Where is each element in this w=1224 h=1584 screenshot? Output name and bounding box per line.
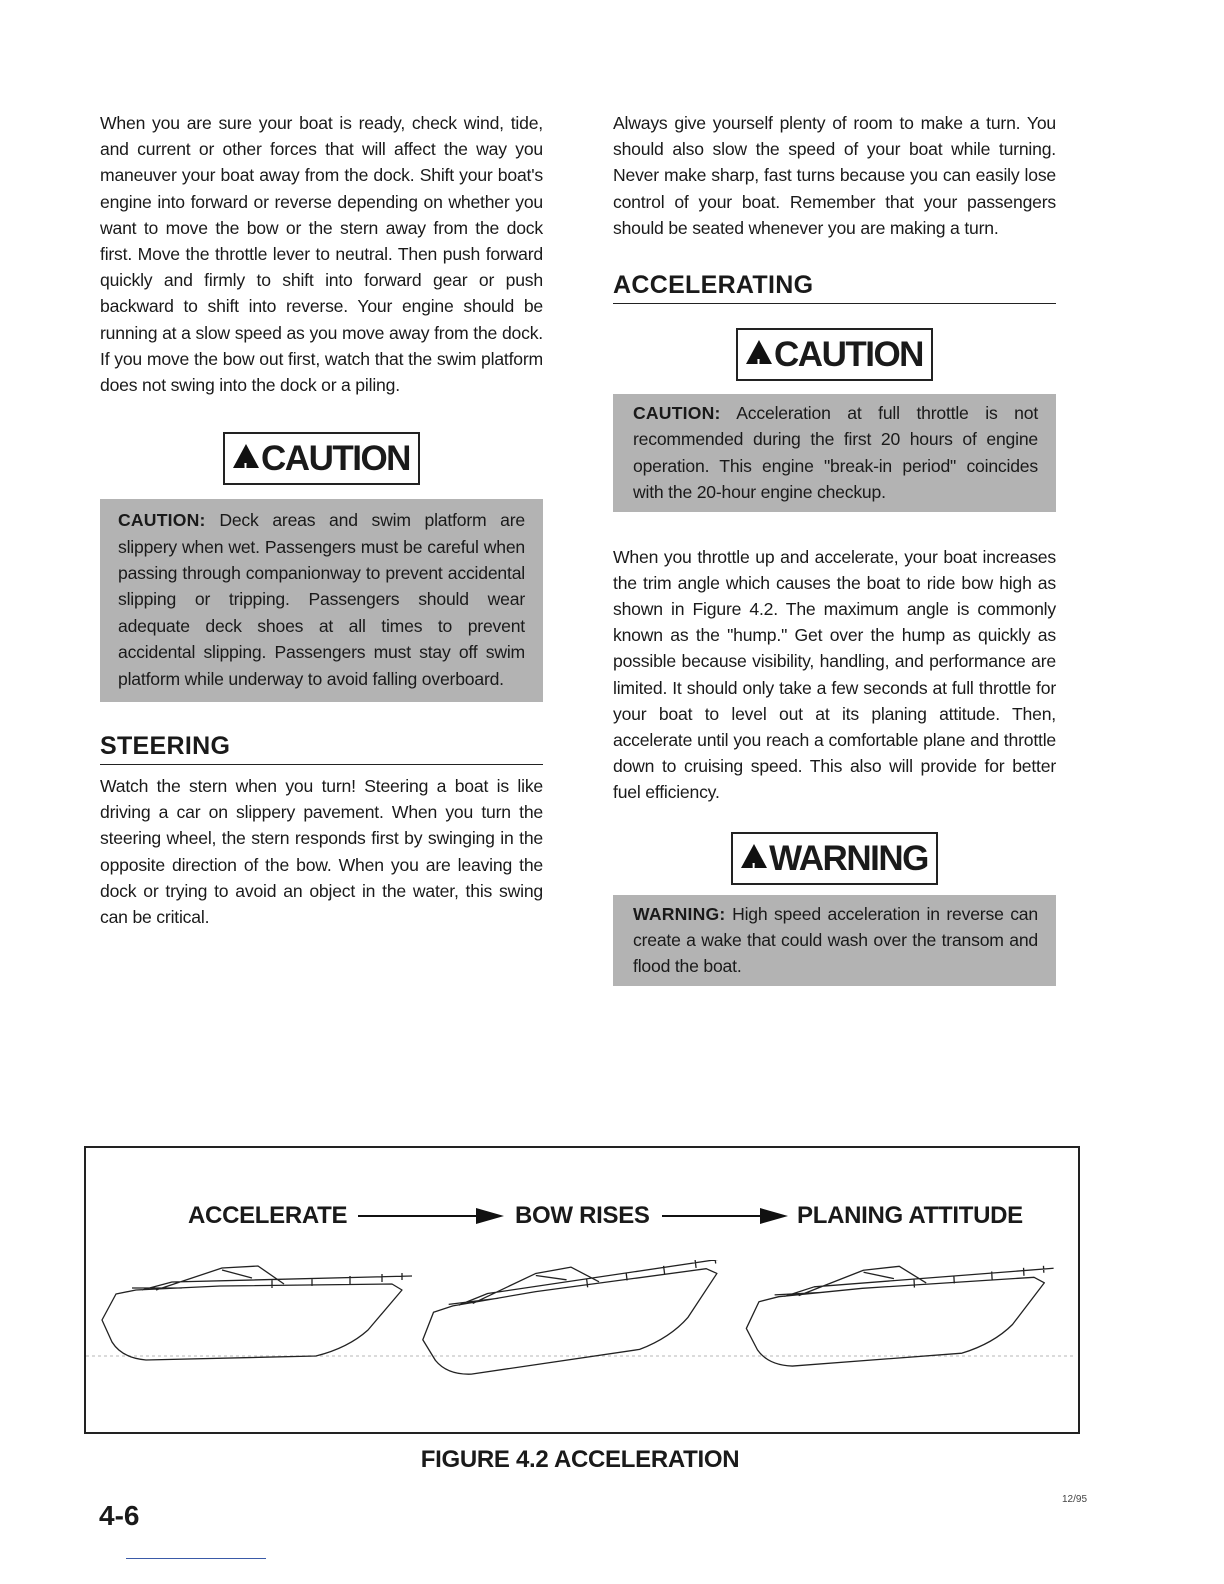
caution-sign (223, 432, 420, 485)
warning-sign-container (613, 832, 1056, 885)
arrow-right-icon (662, 1206, 788, 1226)
caution-box (613, 394, 1056, 512)
caution-box (100, 499, 543, 702)
warning-triangle-icon (746, 340, 772, 364)
warning-sign-label: WARNING (769, 838, 928, 878)
warning-triangle-icon (233, 444, 259, 468)
caution-text: Acceleration at full throttle is not recommended during the first 20 hours of engine operation. This engine "break-in period" coincides with the 20-hour engine checkup. (633, 403, 1039, 503)
flow-step-accelerate: ACCELERATE (188, 1202, 348, 1229)
caution-lead: CAUTION: (633, 403, 721, 424)
warning-box (613, 895, 1056, 986)
warning-text: High speed acceleration in reverse can create a wake that could wash over the transom and flood the boat. (633, 903, 1038, 977)
caution-sign-container (613, 328, 1056, 381)
caution-sign-container (100, 432, 543, 485)
accelerating-heading: ACCELERATING (613, 271, 1056, 304)
steering-heading: STEERING (100, 732, 543, 765)
boat-drawing-1 (102, 1266, 412, 1360)
steering-paragraph: Watch the stern when you turn! Steering a boat is like driving a car on slippery pavement. When you turn the steering wheel, the stern responds first by swinging in the opposite direction of the bow. When you are leaving the dock or trying to avoid an object in the water, this swing can be critical. (100, 776, 543, 928)
revision-date: 12/95 (1062, 1494, 1088, 1505)
right-column (613, 110, 1056, 986)
warning-lead: WARNING: (633, 903, 726, 924)
caution-sign (736, 328, 933, 381)
caution-sign-label: CAUTION (261, 439, 410, 479)
left-column (100, 110, 543, 930)
flow-step-bow-rises: BOW RISES (515, 1202, 650, 1229)
boat-drawing-2 (416, 1260, 735, 1379)
accelerate-paragraph: When you throttle up and accelerate, your boat increases the trim angle which causes the boat to ride bow high as shown in Figure 4.2. The maximum angle is commonly known as the "hump." Get over the hump as quickly as possible because visibility, handling, and performance are limited. It should only take a few seconds at full throttle for your boat to level out at its planing attitude. Then, accelerate until you reach a comfortable plane and throttle down to cruising speed. This also will provide for better fuel efficiency. (613, 546, 1056, 803)
footer-rule (126, 1558, 266, 1559)
boat-drawing-3 (744, 1260, 1058, 1368)
boat-illustrations (86, 1260, 1074, 1400)
warning-sign (731, 832, 938, 885)
arrow-right-icon (358, 1206, 504, 1226)
turning-paragraph: Always give yourself plenty of room to make a turn. You should also slow the speed of your boat while turning. Never make sharp, fast turns because you can easily lose control of your boat. Remember that your passengers should be seated whenever you are making a turn. (613, 113, 1056, 238)
figure-caption: FIGURE 4.2 ACCELERATION (420, 1446, 740, 1473)
page-number: 4-6 (99, 1500, 140, 1531)
caution-lead: CAUTION: (118, 510, 206, 531)
caution-sign-label: CAUTION (774, 335, 923, 375)
warning-triangle-icon (741, 844, 767, 868)
flow-step-planing: PLANING ATTITUDE (797, 1202, 1023, 1229)
caution-text: Deck areas and swim platform are slippery when wet. Passengers must be careful when passing through companionway to prevent accidental slipping or tripping. Passengers should wear adequate deck shoes at all times to prevent accidental slipping. Passengers must stay off swim platform while underway to avoid falling overboard. (118, 510, 525, 689)
intro-paragraph: When you are sure your boat is ready, check wind, tide, and current or other forces that will affect the way you maneuver your boat away from the dock. Shift your boat's engine into forward or reverse depending on whether you want to move the bow or the stern away from the dock first. Move the throttle lever to neutral. Then push forward quickly and firmly to shift into forward gear or push backward to shift into reverse. Your engine should be running at a slow speed as you move away from the dock. If you move the bow out first, watch that the swim platform does not swing into the dock or a piling. (100, 113, 543, 396)
